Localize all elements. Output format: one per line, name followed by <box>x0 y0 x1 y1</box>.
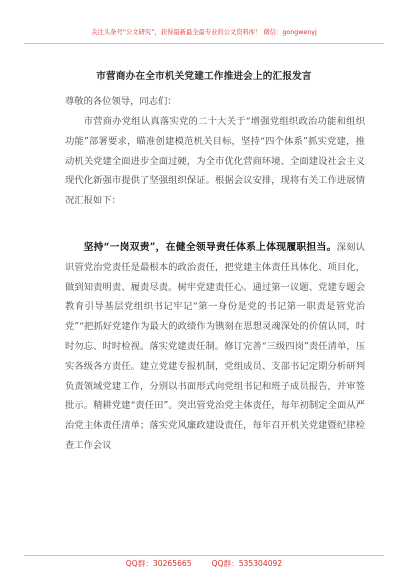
footer-qq-group-1: QQ群：30265665 <box>125 559 192 568</box>
intro-paragraph: 市营商办党组认真落实党的二十大关于“增强党组织政治功能和组织功能”部署要求，瞄准创建模范机关目标，坚持“四个体系”抓实党建，推动机关党建全面进步全面过硬，为全市优化营商环境、全面建设社会主义现代化新强市提供了坚强组织保证。根据会议安排，现将有关工作进展情况汇报如下： <box>65 116 365 207</box>
footer <box>0 558 408 569</box>
section-1-body: 深刻认识管党治党责任是最根本的政治责任，把党建主体责任具体化、项目化，做到知责明责、履责尽责。树牢党建责任心。通过第一议题、党建专题会教育引导基层党组织书记牢记“第一身份是党的书记第一职责是管党治党”“把抓好党建作为最大的政绩作为镌刻在思想灵魂深处的价值认同，时时勿忘、时时检视。落实党建责任制。修订完善“三级四岗”责任清单，压实各级各方责任。建立党建专报机制，党组成员、支部书记定期分析研判负责领域党建工作，分别以书面形式向党组书记和班子成员报告，并审签批示。精耕党建“责任田”。突出管党治党主体责任，每年初制定全面从严治党主体责任清单；落实党风廉政建设责任，每年召开机关党建暨纪律检查工作会议 <box>65 242 365 451</box>
section-1-paragraph <box>65 238 365 456</box>
section-1-heading: 坚持“一岗双责”，在健全领导责任体系上体现履职担当。 <box>83 242 337 253</box>
footer-qq-group-2: QQ群：535304092 <box>211 559 283 568</box>
header-divider <box>24 43 384 44</box>
document-title: 市营商办在全市机关党建工作推进会上的汇报发言 <box>96 71 312 82</box>
salutation: 尊敬的各位领导，同志们： <box>65 96 177 107</box>
footer-divider <box>24 555 384 556</box>
header-banner: 关注头条号“公文研究”，获得最新最全最专业的公文资料库！ 微信：gongwenyj <box>91 29 317 36</box>
